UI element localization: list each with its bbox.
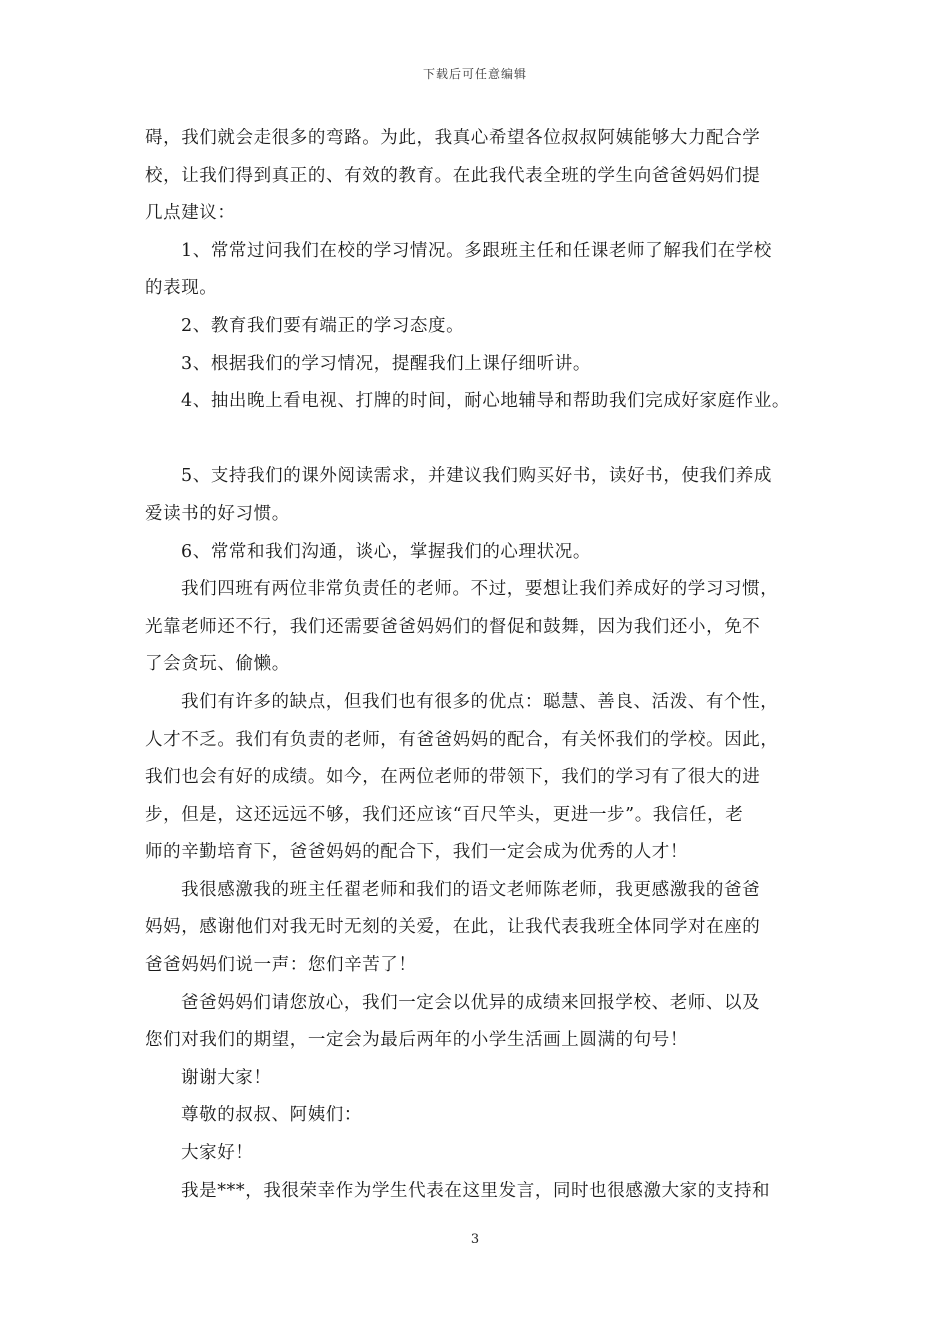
paragraph-start: 我是***，我很荣幸作为学生代表在这里发言，同时也很感激大家的支持和 xyxy=(181,1180,771,1201)
text-line: 爸爸妈妈们说一声：您们辛苦了！ xyxy=(145,955,417,976)
text-line: 了会贪玩、偷懒。 xyxy=(145,654,290,675)
text-line: 的表现。 xyxy=(145,278,218,299)
paragraph-start: 爸爸妈妈们请您放心，我们一定会以优异的成绩来回报学校、老师、以及 xyxy=(181,992,761,1013)
paragraph-start: 我们四班有两位非常负责任的老师。不过，要想让我们养成好的学习习惯， xyxy=(181,579,779,600)
text-line: 碍，我们就会走很多的弯路。为此，我真心希望各位叔叔阿姨能够大力配合学 xyxy=(145,128,761,148)
text-line: 校，让我们得到真正的、有效的教育。在此我代表全班的学生向爸爸妈妈们提 xyxy=(145,165,761,186)
text-line: 几点建议： xyxy=(145,203,236,224)
text-line: 师的辛勤培育下，爸爸妈妈的配合下，我们一定会成为优秀的人才！ xyxy=(145,842,688,863)
text-line: 爱读书的好习惯。 xyxy=(145,503,290,524)
salutation: 尊敬的叔叔、阿姨们： xyxy=(181,1105,362,1126)
paragraph-start: 我们有许多的缺点，但我们也有很多的优点：聪慧、善良、活泼、有个性， xyxy=(181,691,779,712)
text-line: 妈妈，感谢他们对我无时无刻的关爱，在此，让我代表我班全体同学对在座的 xyxy=(145,917,761,938)
text-line: 我们也会有好的成绩。如今，在两位老师的带领下，我们的学习有了很大的进 xyxy=(145,767,761,788)
list-item-4: 4、抽出晚上看电视、打牌的时间，耐心地辅导和帮助我们完成好家庭作业。 xyxy=(181,391,791,412)
page-number: 3 xyxy=(470,1232,480,1247)
page-header-note: 下载后可任意编辑 xyxy=(422,67,527,81)
paragraph-start: 我很感激我的班主任翟老师和我们的语文老师陈老师，我更感激我的爸爸 xyxy=(181,879,761,900)
list-item-6: 6、常常和我们沟通，谈心，掌握我们的心理状况。 xyxy=(181,541,591,562)
list-item-3: 3、根据我们的学习情况，提醒我们上课仔细听讲。 xyxy=(181,353,591,374)
list-item-2: 2、教育我们要有端正的学习态度。 xyxy=(181,315,465,336)
blank-line xyxy=(145,421,805,459)
document-body xyxy=(145,120,805,1210)
text-line: 人才不乏。我们有负责的老师，有爸爸妈妈的配合，有关怀我们的学校。因此， xyxy=(145,729,779,750)
text-line: 步，但是，这还远远不够，我们还应该“百尺竿头，更进一步”。我信任，老 xyxy=(145,804,744,825)
greeting: 大家好！ xyxy=(181,1143,254,1164)
text-line: 光靠老师还不行，我们还需要爸爸妈妈们的督促和鼓舞，因为我们还小，免不 xyxy=(145,616,761,637)
list-item-5: 5、支持我们的课外阅读需求，并建议我们购买好书，读好书，使我们养成 xyxy=(181,466,772,487)
list-item-1: 1、常常过问我们在校的学习情况。多跟班主任和任课老师了解我们在学校 xyxy=(181,240,772,261)
text-line: 您们对我们的期望，一定会为最后两年的小学生活画上圆满的句号！ xyxy=(145,1030,688,1051)
closing-line: 谢谢大家！ xyxy=(181,1067,272,1088)
